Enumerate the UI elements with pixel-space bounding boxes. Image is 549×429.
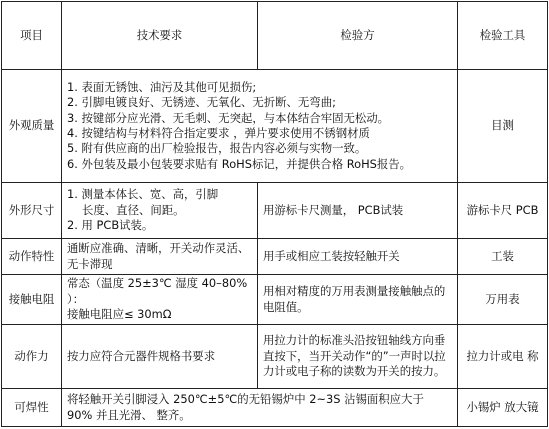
tool-force: 拉力计或电 称 [458, 325, 548, 389]
item-appearance: 外观质量 [2, 70, 62, 183]
table-header-row [2, 2, 548, 70]
req-appearance-2: 2. 引脚电镀良好、无锈迹、无氧化、无折断、无弯曲; [67, 95, 336, 110]
item-force: 动作力 [2, 325, 62, 389]
req-solder: 将轻触开关引脚浸入 250℃±5℃的无铅锡炉中 2~3S 沾锡面积应大于 90% 并且光滑、 整齐。 [62, 389, 458, 427]
req-appearance [62, 70, 458, 183]
table-row-force [2, 325, 548, 389]
table-row-solder [2, 389, 548, 427]
method-force: 用拉力计的标准头沿按钮轴线方向垂直按下，当开关动作“的”一声时以拉力计或电子称的读数为开关的按力。 [258, 325, 458, 389]
header-item: 项目 [2, 2, 62, 70]
item-dimension: 外形尺寸 [2, 183, 62, 239]
req-action-text: 通断应准确、清晰，开关动作灵活、无卡滞现 [67, 241, 250, 271]
tool-solder: 小锡炉 放大镜 [458, 389, 548, 427]
req-action [62, 239, 258, 275]
table-row-contact [2, 275, 548, 325]
req-contact-b: 接触电阻应≤ 30mΩ [67, 307, 172, 322]
table-row-dimension [2, 183, 548, 239]
req-appearance-1: 1. 表面无锈蚀、油污及其他可见损伤; [67, 79, 257, 94]
item-contact: 接触电阻 [2, 275, 62, 325]
table-row-action [2, 239, 548, 275]
table-row-appearance [2, 70, 548, 183]
req-appearance-6: 6. 外包装及最小包装要求贴有 RoHS标记，并提供合格 RoHS报告。 [67, 156, 412, 171]
item-solder: 可焊性 [2, 389, 62, 427]
req-contact [62, 275, 258, 325]
tool-action: 工装 [458, 239, 548, 275]
item-action: 动作特性 [2, 239, 62, 275]
req-contact-a: 常态（温度 25±3℃ 湿度 40–80% ）： [67, 276, 248, 306]
req-appearance-5: 5. 附有供应商的出厂检验报告，报告内容必须与实物一致。 [67, 141, 367, 156]
tool-appearance: 目测 [458, 70, 548, 183]
req-dimension-1b: 长度、直径、间距。 [82, 202, 185, 217]
method-action: 用手或相应工装按轻触开关 [258, 239, 458, 275]
req-appearance-4: 4. 按键结构与材料符合指定要求 ，弹片要求使用不锈钢材质 [67, 126, 370, 140]
method-contact: 用相对精度的万用表测量接触触点的电阻值。 [258, 275, 458, 325]
method-dimension: 用游标卡尺测量， PCB试装 [258, 183, 458, 239]
header-method: 检验方 [258, 2, 458, 70]
req-dimension-2: 2. 用 PCB试装。 [67, 218, 154, 233]
tool-contact: 万用表 [458, 275, 548, 325]
req-appearance-3: 3. 按键部分应光滑、无毛刺、无突起，与本体结合牢固无松动。 [67, 110, 390, 125]
tool-dimension: 游标卡尺 PCB [458, 183, 548, 239]
req-dimension-1a: 1. 测量本体长、宽、高，引脚 [67, 187, 219, 202]
header-tool: 检验工具 [458, 2, 548, 70]
req-dimension [62, 183, 258, 239]
inspection-spec-table [1, 1, 548, 427]
req-force: 按力应符合元器件规格书要求 [62, 325, 258, 389]
header-tech: 技术要求 [62, 2, 258, 70]
